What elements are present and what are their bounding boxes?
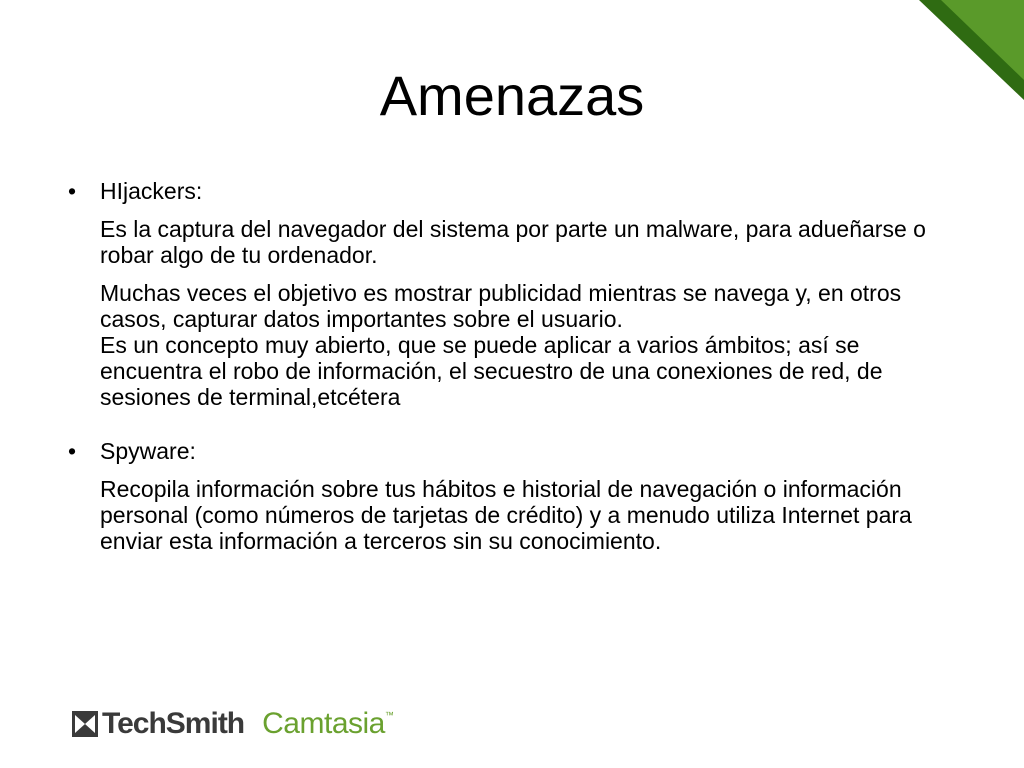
techsmith-camtasia-watermark xyxy=(72,706,394,742)
slide-title: Amenazas xyxy=(379,64,645,127)
slide-content xyxy=(62,178,962,566)
paragraph xyxy=(100,280,962,410)
bullet-heading: Spyware: xyxy=(100,438,196,464)
bullet-spyware xyxy=(62,438,962,554)
bullet-dot: • xyxy=(67,438,77,464)
logo-trademark: ™ xyxy=(384,710,394,720)
bullet-hijackers xyxy=(62,178,962,410)
logo-brand: TechSmith xyxy=(102,707,245,740)
paragraph-line: Muchas veces el objetivo es mostrar publicidad mientras se navega y, en otros casos, capturar datos importantes sobre el usuario. xyxy=(100,280,902,332)
paragraph: Recopila información sobre tus hábitos e historial de navegación o información personal (como números de tarjetas de crédito) y a menudo utiliza Internet para enviar esta información a terceros sin su conocimiento. xyxy=(100,476,912,554)
logo-product: Camtasia xyxy=(262,707,385,740)
bullet-heading: HIjackers: xyxy=(100,178,203,204)
bullet-dot: • xyxy=(67,178,77,204)
techsmith-logo-icon xyxy=(72,711,98,737)
paragraph: Es la captura del navegador del sistema por parte un malware, para adueñarse o robar algo de tu ordenador. xyxy=(100,216,926,268)
paragraph-line: Es un concepto muy abierto, que se puede aplicar a varios ámbitos; así se encuentra el robo de información, el secuestro de una conexiones de red, de sesiones de terminal,etcétera xyxy=(100,332,883,410)
